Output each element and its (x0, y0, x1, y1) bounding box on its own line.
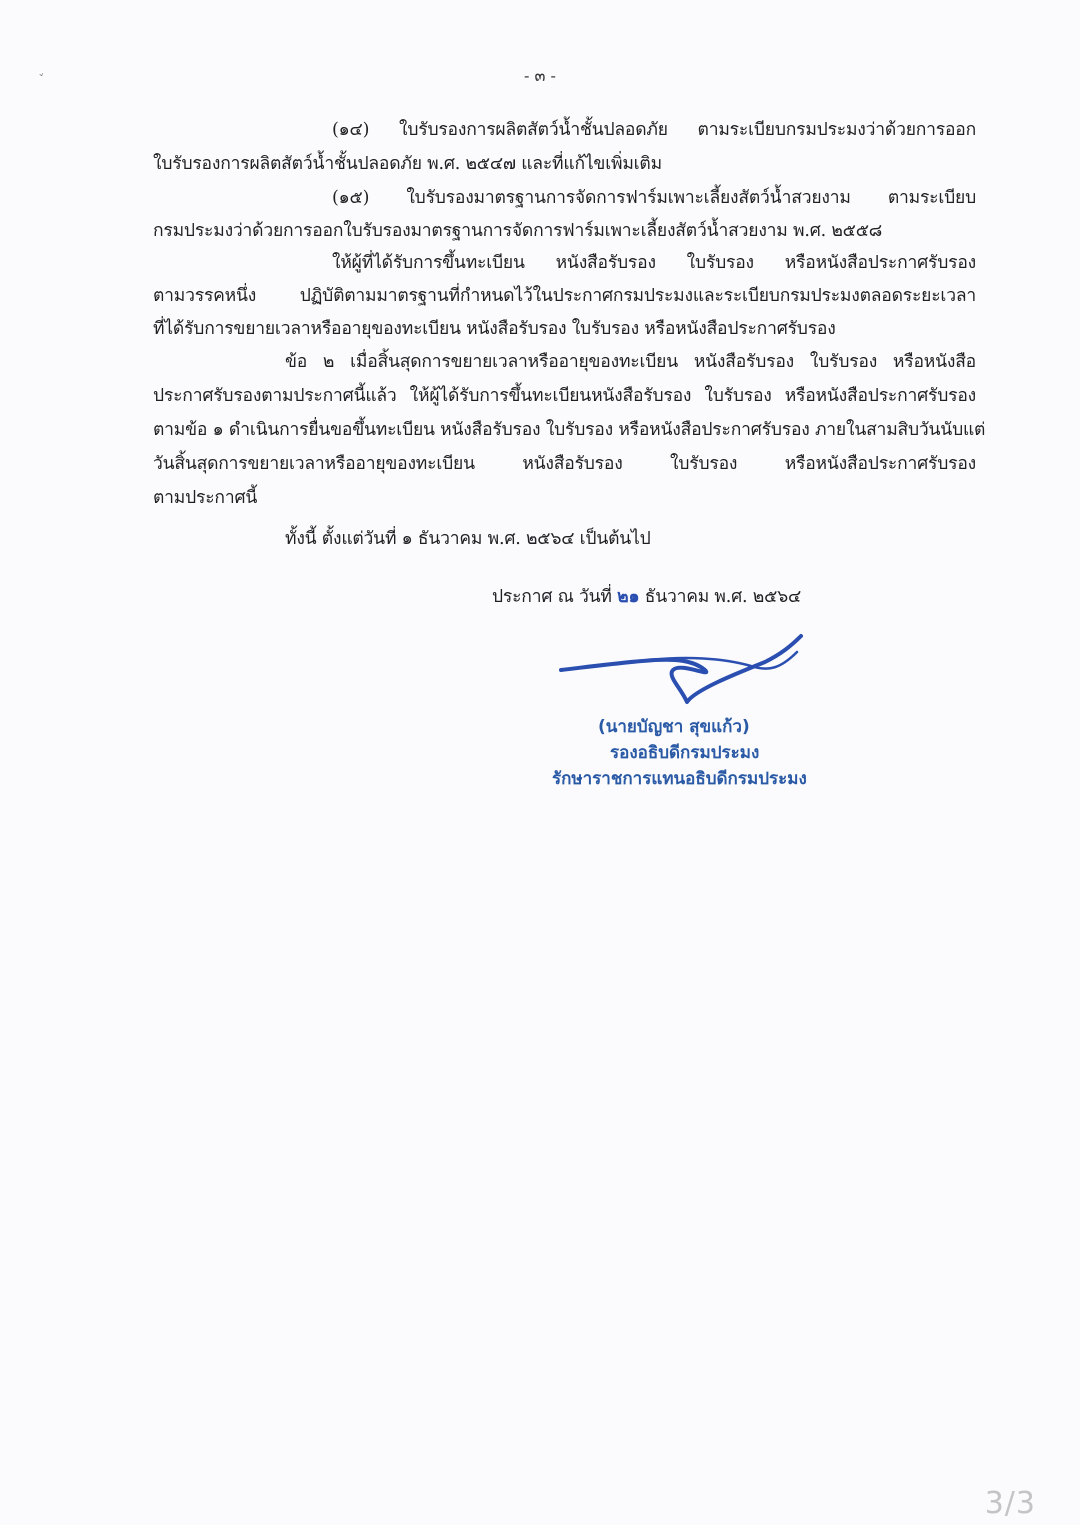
comply-line-3: ที่ได้รับการขยายเวลาหรืออายุของทะเบียน หนังสือรับรอง ใบรับรอง หรือหนังสือประกาศรับรอง (153, 319, 836, 339)
clause-2-line-1: ข้อ ๒ เมื่อสิ้นสุดการขยายเวลาหรืออายุของทะเบียน หนังสือรับรอง ใบรับรอง หรือหนังสือ (285, 352, 976, 372)
comply-line-2: ตามวรรคหนึ่ง ปฏิบัติตามมาตรฐานที่กำหนดไว้ในประกาศกรมประมงและระเบียบกรมประมงตลอดระยะเวลา (153, 286, 976, 306)
clause-2-line-4: วันสิ้นสุดการขยายเวลาหรืออายุของทะเบียน หนังสือรับรอง ใบรับรอง หรือหนังสือประกาศรับรอง (153, 454, 976, 474)
signatory-position: รองอธิบดีกรมประมง (610, 743, 760, 763)
item-14-line-1: (๑๔) ใบรับรองการผลิตสัตว์น้ำชั้นปลอดภัย ตามระเบียบกรมประมงว่าด้วยการออก (332, 120, 976, 140)
signatory-acting: รักษาราชการแทนอธิบดีกรมประมง (552, 769, 807, 789)
signature-mark (555, 630, 815, 710)
comply-line-1: ให้ผู้ที่ได้รับการขึ้นทะเบียน หนังสือรับรอง ใบรับรอง หรือหนังสือประกาศรับรอง (332, 253, 976, 273)
item-15-line-2: กรมประมงว่าด้วยการออกใบรับรองมาตรฐานการจัดการฟาร์มเพาะเลี้ยงสัตว์น้ำสวยงาม พ.ศ. ๒๕๕๘ (153, 221, 883, 241)
announce-prefix: ประกาศ ณ วันที่ (492, 587, 612, 607)
clause-2-line-5: ตามประกาศนี้ (153, 488, 258, 508)
announce-suffix: ธันวาคม พ.ศ. ๒๕๖๔ (644, 587, 802, 607)
signatory-name: (นายบัญชา สุขแก้ว) (598, 717, 750, 737)
item-15-line-1: (๑๕) ใบรับรองมาตรฐานการจัดการฟาร์มเพาะเลี้ยงสัตว์น้ำสวยงาม ตามระเบียบ (332, 188, 976, 208)
clause-2-line-3: ตามข้อ ๑ ดำเนินการยื่นขอขึ้นทะเบียน หนังสือรับรอง ใบรับรอง หรือหนังสือประกาศรับรอง ภายในสามสิบวันนับแต่ (153, 420, 986, 440)
effective-date: ทั้งนี้ ตั้งแต่วันที่ ๑ ธันวาคม พ.ศ. ๒๕๖๔ เป็นต้นไป (285, 529, 651, 549)
announce-date (492, 585, 801, 609)
clause-2-line-2: ประกาศรับรองตามประกาศนี้แล้ว ให้ผู้ได้รับการขึ้นทะเบียนหนังสือรับรอง ใบรับรอง หรือหนังสือประกาศรับรอง (153, 386, 976, 406)
announce-day: ๒๑ (617, 587, 640, 607)
scan-speck: ˇ (37, 71, 49, 87)
page-number: - ๓ - (524, 66, 556, 85)
page-counter: 3/3 (984, 1486, 1036, 1521)
item-14-line-2: ใบรับรองการผลิตสัตว์น้ำชั้นปลอดภัย พ.ศ. ๒๕๔๗ และที่แก้ไขเพิ่มเติม (153, 154, 662, 174)
